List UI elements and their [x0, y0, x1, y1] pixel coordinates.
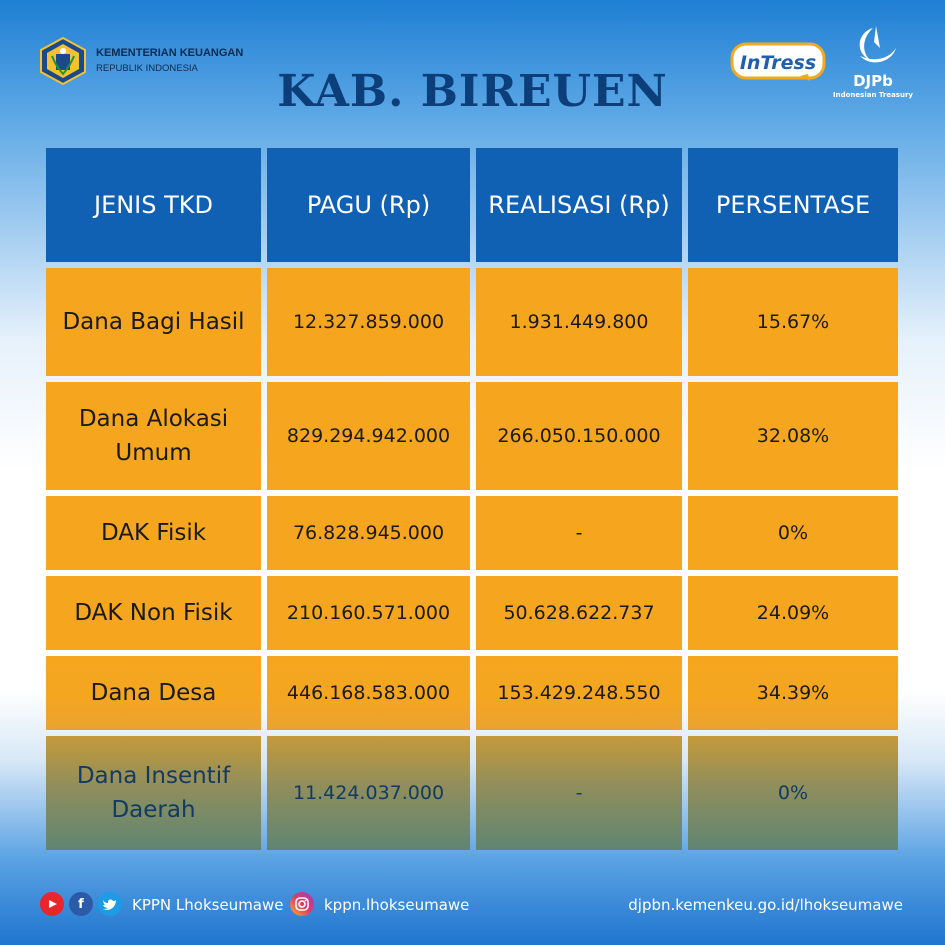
djpb-emblem-icon [830, 22, 916, 72]
realisasi-cell: - [476, 736, 682, 850]
persentase-cell: 34.39% [688, 656, 898, 730]
pagu-cell: 11.424.037.000 [267, 736, 470, 850]
intress-logo-text: InTress [739, 52, 817, 74]
persentase-cell: 15.67% [688, 268, 898, 376]
jenis-cell: Dana Bagi Hasil [46, 268, 261, 376]
persentase-cell: 32.08% [688, 382, 898, 490]
realisasi-cell: 1.931.449.800 [476, 268, 682, 376]
djpb-logo [830, 22, 916, 102]
header-pagu: PAGU (Rp) [267, 148, 470, 262]
website-link[interactable]: djpbn.kemenkeu.go.id/lhokseumawe [628, 896, 903, 914]
pagu-cell: 12.327.859.000 [267, 268, 470, 376]
header-persentase: PERSENTASE [688, 148, 898, 262]
djpb-sub: Indonesian Treasury [833, 91, 913, 99]
pagu-cell: 210.160.571.000 [267, 576, 470, 650]
instagram-handle[interactable]: kppn.lhokseumawe [324, 896, 470, 914]
header-realisasi: REALISASI (Rp) [476, 148, 682, 262]
jenis-cell: DAK Non Fisik [46, 576, 261, 650]
djpb-name: DJPb [853, 72, 893, 90]
persentase-cell: 0% [688, 496, 898, 570]
realisasi-cell: - [476, 496, 682, 570]
table-row [46, 382, 898, 490]
table-row [46, 736, 898, 850]
table-row [46, 496, 898, 570]
facebook-icon[interactable]: f [69, 892, 93, 916]
realisasi-cell: 266.050.150.000 [476, 382, 682, 490]
table-header-row [46, 148, 898, 262]
table-row [46, 656, 898, 730]
pagu-cell: 446.168.583.000 [267, 656, 470, 730]
footer [0, 888, 945, 922]
header-jenis-tkd: JENIS TKD [46, 148, 261, 262]
page-title: KAB. BIREUEN [277, 66, 668, 117]
persentase-cell: 0% [688, 736, 898, 850]
twitter-icon[interactable] [98, 892, 122, 916]
jenis-cell: Dana Insentif Daerah [46, 736, 261, 850]
social-handle[interactable]: KPPN Lhokseumawe [132, 896, 284, 914]
persentase-cell: 24.09% [688, 576, 898, 650]
realisasi-cell: 153.429.248.550 [476, 656, 682, 730]
intress-logo-icon [730, 40, 826, 82]
org-name: KEMENTERIAN KEUANGAN [96, 47, 244, 59]
pagu-cell: 76.828.945.000 [267, 496, 470, 570]
jenis-cell: Dana Alokasi Umum [46, 382, 261, 490]
table-row [46, 576, 898, 650]
realisasi-cell: 50.628.622.737 [476, 576, 682, 650]
jenis-cell: DAK Fisik [46, 496, 261, 570]
pagu-cell: 829.294.942.000 [267, 382, 470, 490]
instagram-icon[interactable] [290, 892, 314, 916]
youtube-icon[interactable] [40, 892, 64, 916]
table-row [46, 268, 898, 376]
tkd-table [46, 148, 898, 856]
org-sub: REPUBLIK INDONESIA [96, 63, 198, 74]
jenis-cell: Dana Desa [46, 656, 261, 730]
